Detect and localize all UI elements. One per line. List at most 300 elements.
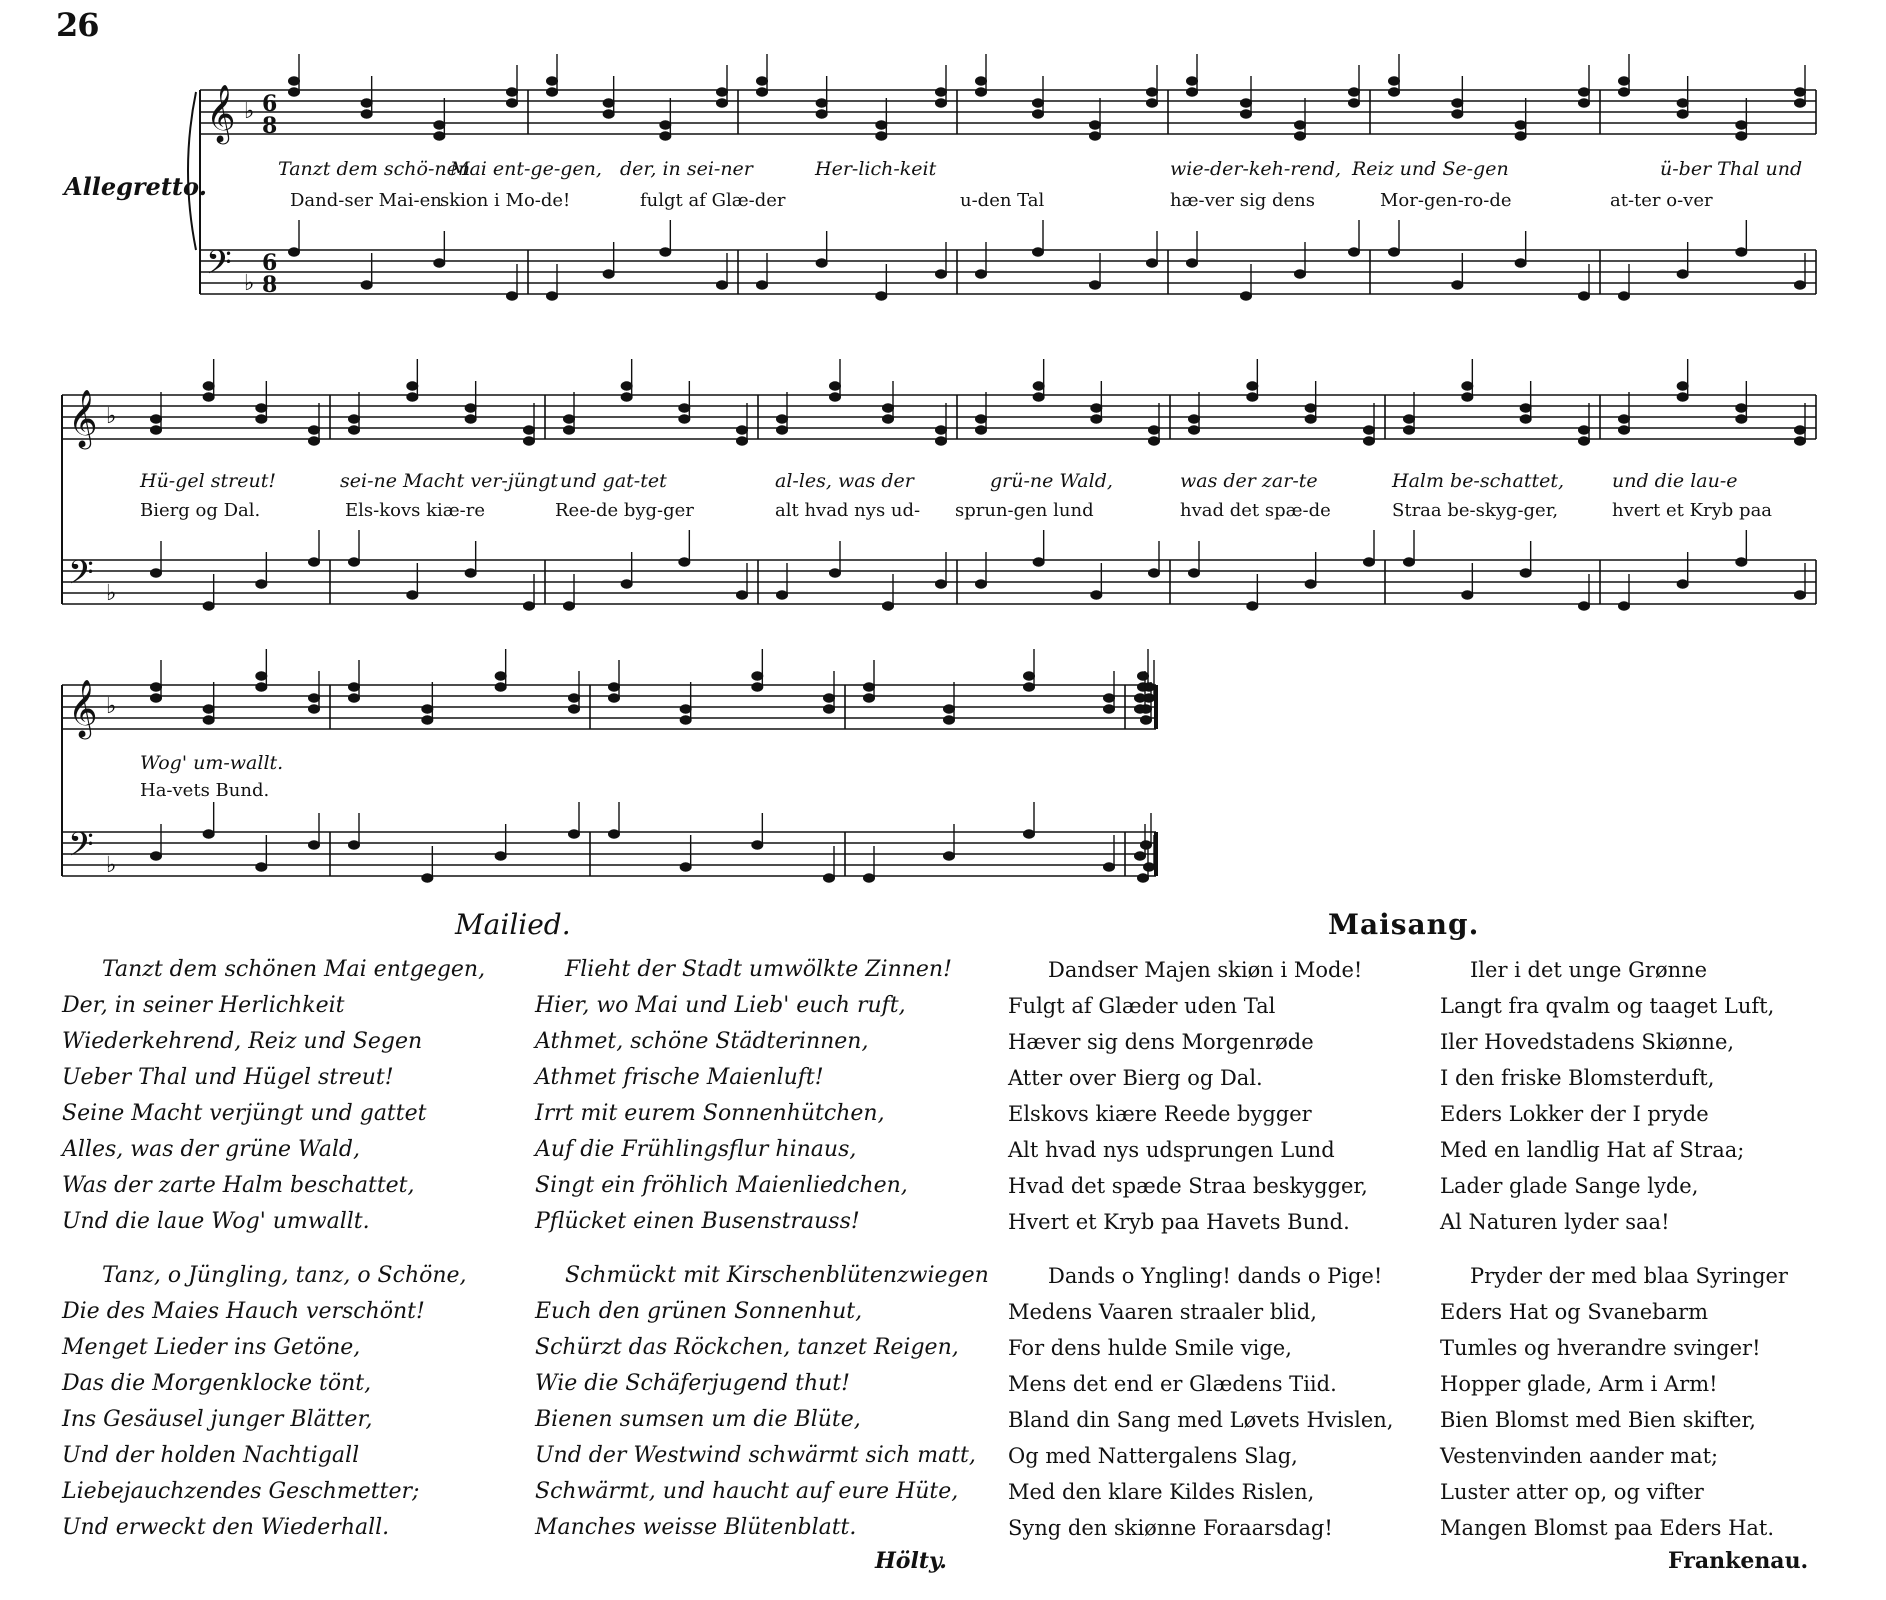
lyric-da-2-3: Ree-de byg-ger: [555, 500, 694, 521]
note-head: [507, 292, 518, 300]
note-head: [864, 694, 875, 702]
note-head: [883, 602, 894, 610]
note-head: [1138, 683, 1149, 691]
note-head: [1349, 248, 1360, 256]
note-head: [422, 705, 433, 713]
lyric-de-2-7: Halm be-schattet,: [1392, 470, 1565, 492]
treble-clef: 𝄞: [206, 84, 236, 142]
note-head: [621, 580, 632, 588]
note-head: [256, 683, 267, 691]
note-head: [1241, 110, 1252, 118]
poem-line: Und der Westwind schwärmt sich matt,: [535, 1443, 976, 1468]
poem-line: Seine Macht verjüngt und gattet: [62, 1101, 427, 1126]
lyric-de-2-6: was der zar-te: [1180, 470, 1318, 492]
bass-clef: 𝄢: [206, 244, 232, 290]
note-head: [1149, 569, 1160, 577]
lyric-de-1-7: ü-ber Thal und: [1660, 158, 1803, 180]
note-head: [864, 874, 875, 882]
note-head: [777, 591, 788, 599]
note-head: [737, 426, 748, 434]
note-head: [1677, 393, 1688, 401]
note-head: [1024, 830, 1035, 838]
note-head: [757, 281, 768, 289]
note-head: [1247, 382, 1258, 390]
note-head: [603, 270, 614, 278]
note-head: [757, 88, 768, 96]
note-head: [1364, 437, 1375, 445]
note-head: [151, 415, 162, 423]
note-head: [434, 132, 445, 140]
note-head: [1090, 281, 1101, 289]
note-head: [976, 88, 987, 96]
note-head: [1147, 88, 1158, 96]
note-head: [1295, 270, 1306, 278]
poem-line: Fulgt af Glæder uden Tal: [1008, 994, 1276, 1018]
note-head: [309, 841, 320, 849]
note-head: [816, 110, 827, 118]
note-head: [603, 110, 614, 118]
note-head: [936, 88, 947, 96]
note-head: [1619, 77, 1630, 85]
note-head: [1619, 415, 1630, 423]
lyric-de-2-3: und gat-tet: [560, 470, 667, 492]
note-head: [289, 248, 300, 256]
note-head: [1033, 382, 1044, 390]
note-head: [864, 683, 875, 691]
note-head: [1135, 694, 1146, 702]
note-head: [407, 591, 418, 599]
lyric-de-2-8: und die lau-e: [1612, 470, 1738, 492]
note-head: [1736, 121, 1747, 129]
poem-line: Das die Morgenklocke tönt,: [62, 1371, 372, 1396]
lyric-da-1-6: Mor-gen-ro-de: [1380, 190, 1512, 211]
note-head: [349, 415, 360, 423]
bass-clef: 𝄢: [68, 554, 94, 600]
poem-line: Atter over Bierg og Dal.: [1008, 1066, 1263, 1090]
note-head: [1520, 404, 1531, 412]
note-head: [660, 121, 671, 129]
german-stanza-1: [62, 952, 485, 1240]
note-head: [679, 558, 690, 566]
note-head: [976, 580, 987, 588]
poem-line: Alles, was der grüne Wald,: [62, 1137, 360, 1162]
note-head: [1462, 591, 1473, 599]
poem-line: I den friske Blomsterduft,: [1440, 1066, 1715, 1090]
note-head: [524, 602, 535, 610]
note-head: [547, 77, 558, 85]
note-head: [1736, 404, 1747, 412]
note-head: [1677, 99, 1688, 107]
key-flat: ♭: [106, 581, 117, 606]
note-head: [830, 393, 841, 401]
note-head: [1515, 132, 1526, 140]
note-head: [203, 602, 214, 610]
poem-line: Und der holden Nachtigall: [62, 1443, 360, 1468]
poem-line: Euch den grünen Sonnenhut,: [535, 1299, 863, 1324]
note-head: [1736, 248, 1747, 256]
poem-line: Lader glade Sange lyde,: [1440, 1174, 1699, 1198]
note-head: [737, 591, 748, 599]
note-head: [1187, 88, 1198, 96]
note-head: [203, 393, 214, 401]
note-head: [1579, 426, 1590, 434]
danish-stanza-2: [1440, 952, 1774, 1240]
note-head: [1515, 259, 1526, 267]
poem-line: Singt ein fröhlich Maienliedchen,: [535, 1173, 908, 1198]
lyric-da-1-7: at-ter o-ver: [1610, 190, 1713, 211]
note-head: [1677, 110, 1688, 118]
note-head: [151, 852, 162, 860]
time-signature: 6: [262, 91, 278, 117]
page-number: 26: [56, 6, 99, 44]
note-head: [777, 426, 788, 434]
note-head: [1520, 415, 1531, 423]
note-head: [936, 580, 947, 588]
note-head: [1033, 558, 1044, 566]
note-head: [1149, 426, 1160, 434]
note-head: [203, 705, 214, 713]
poem-line: Iler Hovedstadens Skiønne,: [1440, 1030, 1735, 1054]
note-head: [1619, 292, 1630, 300]
note-head: [1515, 121, 1526, 129]
note-head: [1452, 110, 1463, 118]
note-head: [717, 88, 728, 96]
note-head: [1349, 88, 1360, 96]
note-head: [547, 292, 558, 300]
note-head: [256, 415, 267, 423]
note-head: [976, 270, 987, 278]
note-head: [1090, 132, 1101, 140]
note-head: [609, 830, 620, 838]
note-head: [1462, 393, 1473, 401]
note-head: [1024, 672, 1035, 680]
note-head: [824, 694, 835, 702]
note-head: [830, 382, 841, 390]
lyric-da-2-1: Bierg og Dal.: [140, 500, 261, 521]
poem-line: Dandser Majen skiøn i Mode!: [1048, 958, 1363, 982]
note-head: [1736, 132, 1747, 140]
note-head: [1677, 270, 1688, 278]
lyric-da-2-4: alt hvad nys ud-: [775, 500, 921, 521]
poem-line: Athmet frische Maienluft!: [535, 1065, 824, 1090]
note-head: [1138, 874, 1149, 882]
tempo-marking: Allegretto.: [64, 172, 207, 201]
note-head: [830, 569, 841, 577]
note-head: [936, 437, 947, 445]
note-head: [524, 426, 535, 434]
poem-line: Menget Lieder ins Getöne,: [62, 1335, 361, 1360]
time-signature: 6: [262, 250, 278, 276]
lyric-de-2-1: Hü-gel streut!: [140, 470, 276, 492]
note-head: [434, 121, 445, 129]
note-head: [507, 99, 518, 107]
note-head: [151, 569, 162, 577]
note-head: [361, 99, 372, 107]
bass-clef: 𝄢: [68, 826, 94, 872]
note-head: [1295, 121, 1306, 129]
poem-title-danish: Maisang.: [1328, 908, 1480, 941]
note-head: [507, 88, 518, 96]
note-head: [680, 716, 691, 724]
note-head: [1677, 580, 1688, 588]
note-head: [752, 672, 763, 680]
note-head: [1247, 393, 1258, 401]
note-head: [1349, 99, 1360, 107]
note-head: [1579, 437, 1590, 445]
note-head: [752, 683, 763, 691]
note-head: [1033, 393, 1044, 401]
note-head: [1619, 88, 1630, 96]
note-head: [1452, 99, 1463, 107]
note-head: [1389, 88, 1400, 96]
poem-line: Eders Hat og Svanebarm: [1440, 1300, 1709, 1324]
note-head: [876, 292, 887, 300]
note-head: [1135, 705, 1146, 713]
danish-stanza-3: [1008, 1258, 1393, 1546]
lyric-da-1-4: u-den Tal: [960, 190, 1045, 211]
note-head: [1104, 694, 1115, 702]
poem-line: Ins Gesäusel junger Blätter,: [62, 1407, 373, 1432]
treble-clef: 𝄞: [68, 679, 98, 737]
key-flat: ♭: [106, 853, 117, 878]
note-head: [883, 404, 894, 412]
poem-line: Eders Lokker der I pryde: [1440, 1102, 1709, 1126]
note-head: [349, 426, 360, 434]
note-head: [1795, 281, 1806, 289]
key-flat: ♭: [106, 404, 117, 429]
poem-line: Liebejauchzendes Geschmetter;: [62, 1479, 420, 1504]
note-head: [1138, 672, 1149, 680]
poem-line: Bienen sumsen um die Blüte,: [535, 1407, 861, 1432]
note-head: [1091, 404, 1102, 412]
german-stanza-2: [535, 952, 952, 1240]
note-head: [422, 716, 433, 724]
note-head: [1104, 863, 1115, 871]
note-head: [1736, 558, 1747, 566]
time-signature: 8: [262, 113, 278, 139]
lyric-da-1-5: hæ-ver sig dens: [1170, 190, 1315, 211]
note-head: [1677, 382, 1688, 390]
lyric-de-2-2: sei-ne Macht ver-jüngt: [340, 470, 558, 492]
note-head: [1305, 580, 1316, 588]
note-head: [757, 77, 768, 85]
note-head: [621, 393, 632, 401]
poem-line: Und die laue Wog' umwallt.: [62, 1209, 370, 1234]
poem-line: Wiederkehrend, Reiz und Segen: [62, 1029, 423, 1054]
note-head: [1452, 281, 1463, 289]
note-head: [465, 415, 476, 423]
poem-line: Medens Vaaren straaler blid,: [1008, 1300, 1317, 1324]
note-head: [621, 382, 632, 390]
poem-line: Hvad det spæde Straa beskygger,: [1008, 1174, 1368, 1198]
note-head: [936, 426, 947, 434]
note-head: [1090, 121, 1101, 129]
note-head: [1141, 716, 1152, 724]
note-head: [203, 716, 214, 724]
note-head: [1104, 705, 1115, 713]
poem-line: Irrt mit eurem Sonnenhütchen,: [535, 1101, 885, 1126]
poem-line: Hæver sig dens Morgenrøde: [1008, 1030, 1314, 1054]
note-head: [777, 415, 788, 423]
poem-line: Vestenvinden aander mat;: [1440, 1444, 1719, 1468]
note-head: [717, 99, 728, 107]
note-head: [569, 705, 580, 713]
note-head: [564, 426, 575, 434]
poem-line: Bland din Sang med Løvets Hvislen,: [1008, 1408, 1394, 1432]
poem-line: Langt fra qvalm og taaget Luft,: [1440, 994, 1775, 1018]
note-head: [569, 694, 580, 702]
note-head: [203, 382, 214, 390]
note-head: [361, 110, 372, 118]
note-head: [569, 830, 580, 838]
note-head: [1579, 292, 1590, 300]
poem-line: Auf die Frühlingsflur hinaus,: [535, 1137, 857, 1162]
poem-line: Pflücket einen Busenstrauss!: [535, 1209, 860, 1234]
poem-line: Was der zarte Halm beschattet,: [62, 1173, 415, 1198]
lyric-de-1-3: der, in sei-ner: [620, 158, 753, 180]
poem-line: Schwärmt, und haucht auf eure Hüte,: [535, 1479, 959, 1504]
poem-line: Luster atter op, og vifter: [1440, 1480, 1704, 1504]
note-head: [465, 404, 476, 412]
poem-title-german: Mailied.: [455, 908, 571, 941]
note-head: [1033, 248, 1044, 256]
note-head: [151, 426, 162, 434]
note-head: [609, 683, 620, 691]
german-stanza-4: [535, 1258, 989, 1546]
poem-line: Mangen Blomst paa Eders Hat.: [1440, 1516, 1775, 1540]
poem-line: Ueber Thal und Hügel streut!: [62, 1065, 394, 1090]
poem-line: Med den klare Kildes Rislen,: [1008, 1480, 1315, 1504]
note-head: [1091, 415, 1102, 423]
poem-line: Bien Blomst med Bien skifter,: [1440, 1408, 1756, 1432]
note-head: [816, 259, 827, 267]
lyric-de-1-2: Mai ent-ge-gen,: [450, 158, 602, 180]
note-head: [1364, 426, 1375, 434]
poem-line: Athmet, schöne Städterinnen,: [535, 1029, 869, 1054]
note-head: [564, 602, 575, 610]
note-head: [349, 841, 360, 849]
note-head: [824, 874, 835, 882]
poem-line: Hopper glade, Arm i Arm!: [1440, 1372, 1718, 1396]
poem-line: Elskovs kiære Reede bygger: [1008, 1102, 1312, 1126]
note-head: [349, 694, 360, 702]
lyric-de-1-6: Reiz und Se-gen: [1352, 158, 1509, 180]
note-head: [1462, 382, 1473, 390]
note-head: [1305, 415, 1316, 423]
note-head: [434, 259, 445, 267]
poem-line: Syng den skiønne Foraarsdag!: [1008, 1516, 1333, 1540]
note-head: [944, 716, 955, 724]
poem-line: Med en landlig Hat af Straa;: [1440, 1138, 1745, 1162]
lyric-de-3-1: Wog' um-wallt.: [140, 752, 284, 774]
note-head: [361, 281, 372, 289]
note-head: [256, 580, 267, 588]
poem-line: Al Naturen lyder saa!: [1440, 1210, 1670, 1234]
german-stanza-3: [62, 1258, 467, 1546]
poem-line: Und erweckt den Wiederhall.: [62, 1515, 390, 1540]
note-head: [309, 558, 320, 566]
note-head: [349, 683, 360, 691]
note-head: [1241, 99, 1252, 107]
poem-line: Hier, wo Mai und Lieb' euch ruft,: [535, 993, 906, 1018]
note-head: [1189, 415, 1200, 423]
note-head: [1187, 77, 1198, 85]
poem-line: Die des Maies Hauch verschönt!: [62, 1299, 425, 1324]
note-head: [752, 841, 763, 849]
poem-line: Tumles og hverandre svinger!: [1440, 1336, 1761, 1360]
note-head: [151, 694, 162, 702]
lyric-da-3-1: Ha-vets Bund.: [140, 780, 270, 801]
note-head: [1135, 852, 1146, 860]
note-head: [824, 705, 835, 713]
note-head: [309, 426, 320, 434]
poem-line: Manches weisse Blütenblatt.: [535, 1515, 857, 1540]
note-head: [309, 694, 320, 702]
note-head: [1579, 99, 1590, 107]
note-head: [1736, 415, 1747, 423]
note-head: [680, 863, 691, 871]
lyric-da-2-8: hvert et Kryb paa: [1612, 500, 1773, 521]
danish-author: Frankenau.: [1668, 1548, 1809, 1574]
note-head: [564, 415, 575, 423]
note-head: [524, 437, 535, 445]
note-head: [1141, 841, 1152, 849]
note-head: [349, 558, 360, 566]
key-flat: ♭: [106, 694, 117, 719]
note-head: [660, 248, 671, 256]
poem-line: Flieht der Stadt umwölkte Zinnen!: [565, 957, 952, 982]
note-head: [422, 874, 433, 882]
lyric-de-1-1: Tanzt dem schö-nen: [278, 158, 471, 180]
note-head: [256, 672, 267, 680]
note-head: [1147, 99, 1158, 107]
note-head: [495, 683, 506, 691]
note-head: [1795, 437, 1806, 445]
note-head: [1033, 110, 1044, 118]
poem-line: Schürzt das Röckchen, tanzet Reigen,: [535, 1335, 959, 1360]
note-head: [1295, 132, 1306, 140]
note-head: [976, 426, 987, 434]
poem-line: Hvert et Kryb paa Havets Bund.: [1008, 1210, 1350, 1234]
key-flat: ♭: [244, 271, 255, 296]
note-head: [1187, 259, 1198, 267]
lyric-da-2-6: hvad det spæ-de: [1180, 500, 1331, 521]
poem-line: Mens det end er Glædens Tiid.: [1008, 1372, 1337, 1396]
lyric-da-1-2: skion i Mo-de!: [440, 190, 571, 211]
poem-line: Tanz, o Jüngling, tanz, o Schöne,: [102, 1263, 467, 1288]
note-head: [976, 415, 987, 423]
note-head: [936, 99, 947, 107]
note-head: [407, 393, 418, 401]
note-head: [465, 569, 476, 577]
note-head: [151, 683, 162, 691]
note-head: [609, 694, 620, 702]
note-head: [1149, 437, 1160, 445]
lyric-da-2-2: Els-kovs kiæ-re: [345, 500, 486, 521]
note-head: [1144, 863, 1155, 871]
poem-line: Pryder der med blaa Syringer: [1470, 1264, 1788, 1288]
note-head: [679, 415, 690, 423]
note-head: [1241, 292, 1252, 300]
poem-line: Wie die Schäferjugend thut!: [535, 1371, 850, 1396]
treble-clef: 𝄞: [68, 389, 98, 447]
note-head: [407, 382, 418, 390]
note-head: [1364, 558, 1375, 566]
poem-line: Iler i det unge Grønne: [1470, 958, 1708, 982]
note-head: [603, 99, 614, 107]
note-head: [936, 270, 947, 278]
poem-line: Der, in seiner Herlichkeit: [62, 993, 345, 1018]
